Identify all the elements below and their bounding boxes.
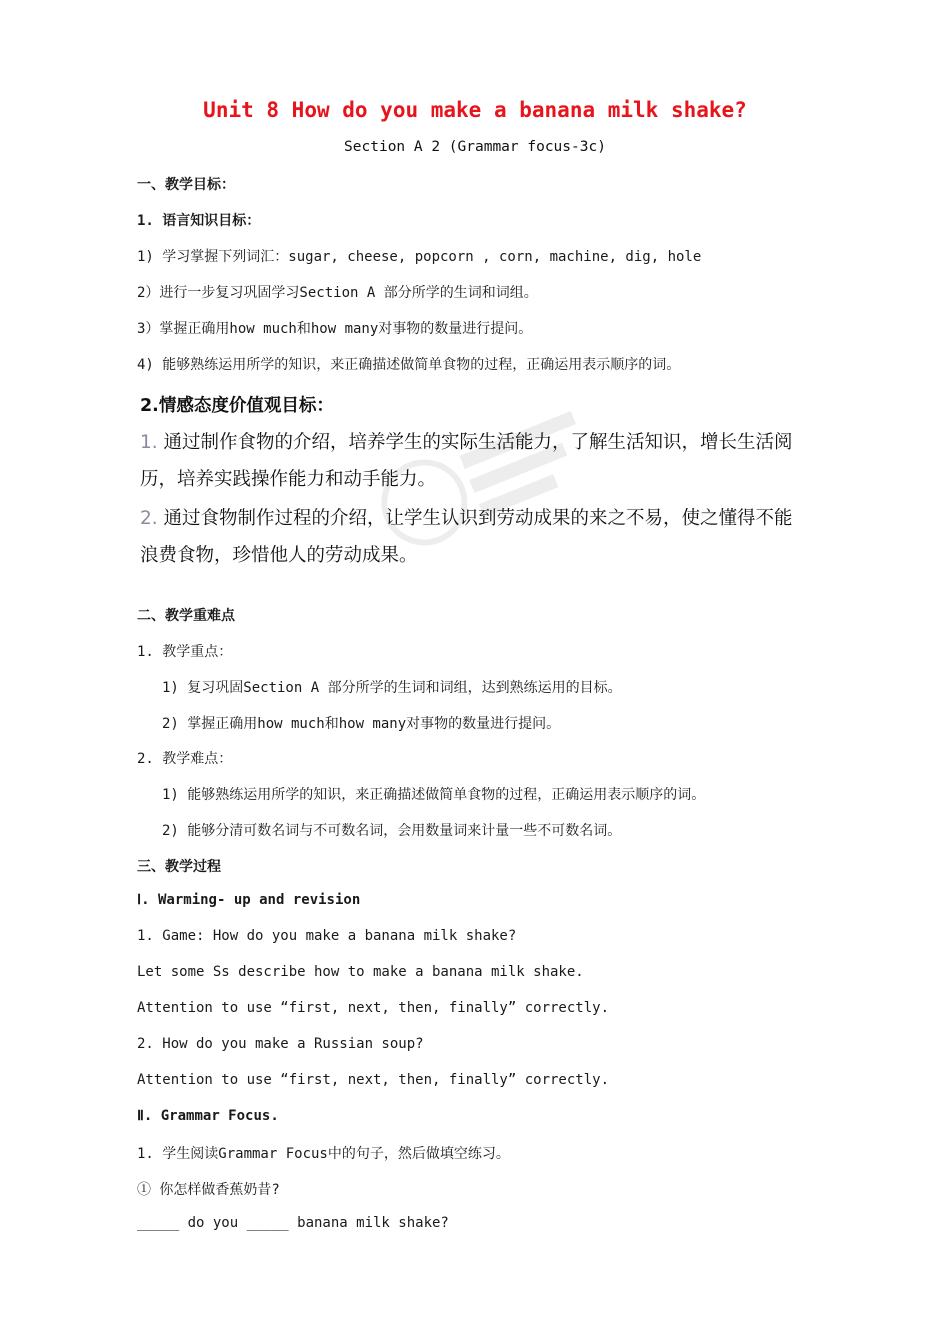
- warmup-line: 1. Game: How do you make a banana milk shake?: [137, 928, 517, 944]
- document-title: Unit 8 How do you make a banana milk shake?: [203, 98, 747, 122]
- difficulty-label: 2. 教学难点：: [137, 751, 233, 767]
- warmup-heading: Ⅰ. Warming- up and revision: [137, 892, 361, 908]
- process-heading: 三、教学过程: [137, 859, 221, 875]
- warmup-line: Let some Ss describe how to make a banana milk shake.: [137, 964, 584, 980]
- objectives-heading: 一、教学目标：: [137, 177, 235, 193]
- grammar-line: ① 你怎样做香蕉奶昔?: [137, 1182, 280, 1198]
- emotion-item-line: 浪费食物，珍惜他人的劳动成果。: [140, 545, 418, 566]
- grammar-line: 1. 学生阅读Grammar Focus中的句子，然后做填空练习。: [137, 1146, 510, 1162]
- difficulty-item: 2) 能够分清可数名词与不可数名词，会用数量词来计量一些不可数名词。: [162, 823, 622, 839]
- knowledge-heading: 1. 语言知识目标：: [137, 213, 261, 229]
- knowledge-item: 2）进行一步复习巩固学习Section A 部分所学的生词和词组。: [137, 285, 538, 301]
- document-subtitle: Section A 2 (Grammar focus-3c): [344, 139, 606, 155]
- knowledge-item: 4) 能够熟练运用所学的知识，来正确描述做简单食物的过程，正确运用表示顺序的词。: [137, 357, 681, 373]
- emotion-item-number: 1.: [140, 432, 158, 453]
- emotion-heading: 2.情感态度价值观目标：: [140, 396, 334, 416]
- warmup-line: 2. How do you make a Russian soup?: [137, 1036, 424, 1052]
- difficulty-item: 1) 能够熟练运用所学的知识，来正确描述做简单食物的过程，正确运用表示顺序的词。: [162, 787, 706, 803]
- focus-label: 1. 教学重点：: [137, 644, 233, 660]
- grammar-line: _____ do you _____ banana milk shake?: [137, 1215, 449, 1231]
- grammar-heading: Ⅱ. Grammar Focus.: [137, 1108, 279, 1124]
- emotion-item-text: 通过制作食物的介绍，培养学生的实际生活能力，了解生活知识，增长生活阅: [163, 432, 793, 453]
- watermark-logo: [335, 352, 625, 609]
- knowledge-item: 3）掌握正确用how much和how many对事物的数量进行提问。: [137, 321, 533, 337]
- emotion-item-number: 2.: [140, 508, 158, 529]
- emotion-item-text: 通过食物制作过程的介绍，让学生认识到劳动成果的来之不易，使之懂得不能: [163, 508, 793, 529]
- knowledge-item: 1) 学习掌握下列词汇：sugar, cheese, popcorn , corn, machine, dig, hole: [137, 249, 702, 265]
- warmup-line: Attention to use “first, next, then, finally” correctly.: [137, 1072, 610, 1088]
- key-points-heading: 二、教学重难点: [137, 608, 235, 624]
- focus-item: 1) 复习巩固Section A 部分所学的生词和词组，达到熟练运用的目标。: [162, 680, 622, 696]
- warmup-line: Attention to use “first, next, then, finally” correctly.: [137, 1000, 610, 1016]
- emotion-item-line: 历，培养实践操作能力和动手能力。: [140, 469, 437, 490]
- focus-item: 2) 掌握正确用how much和how many对事物的数量进行提问。: [162, 716, 561, 732]
